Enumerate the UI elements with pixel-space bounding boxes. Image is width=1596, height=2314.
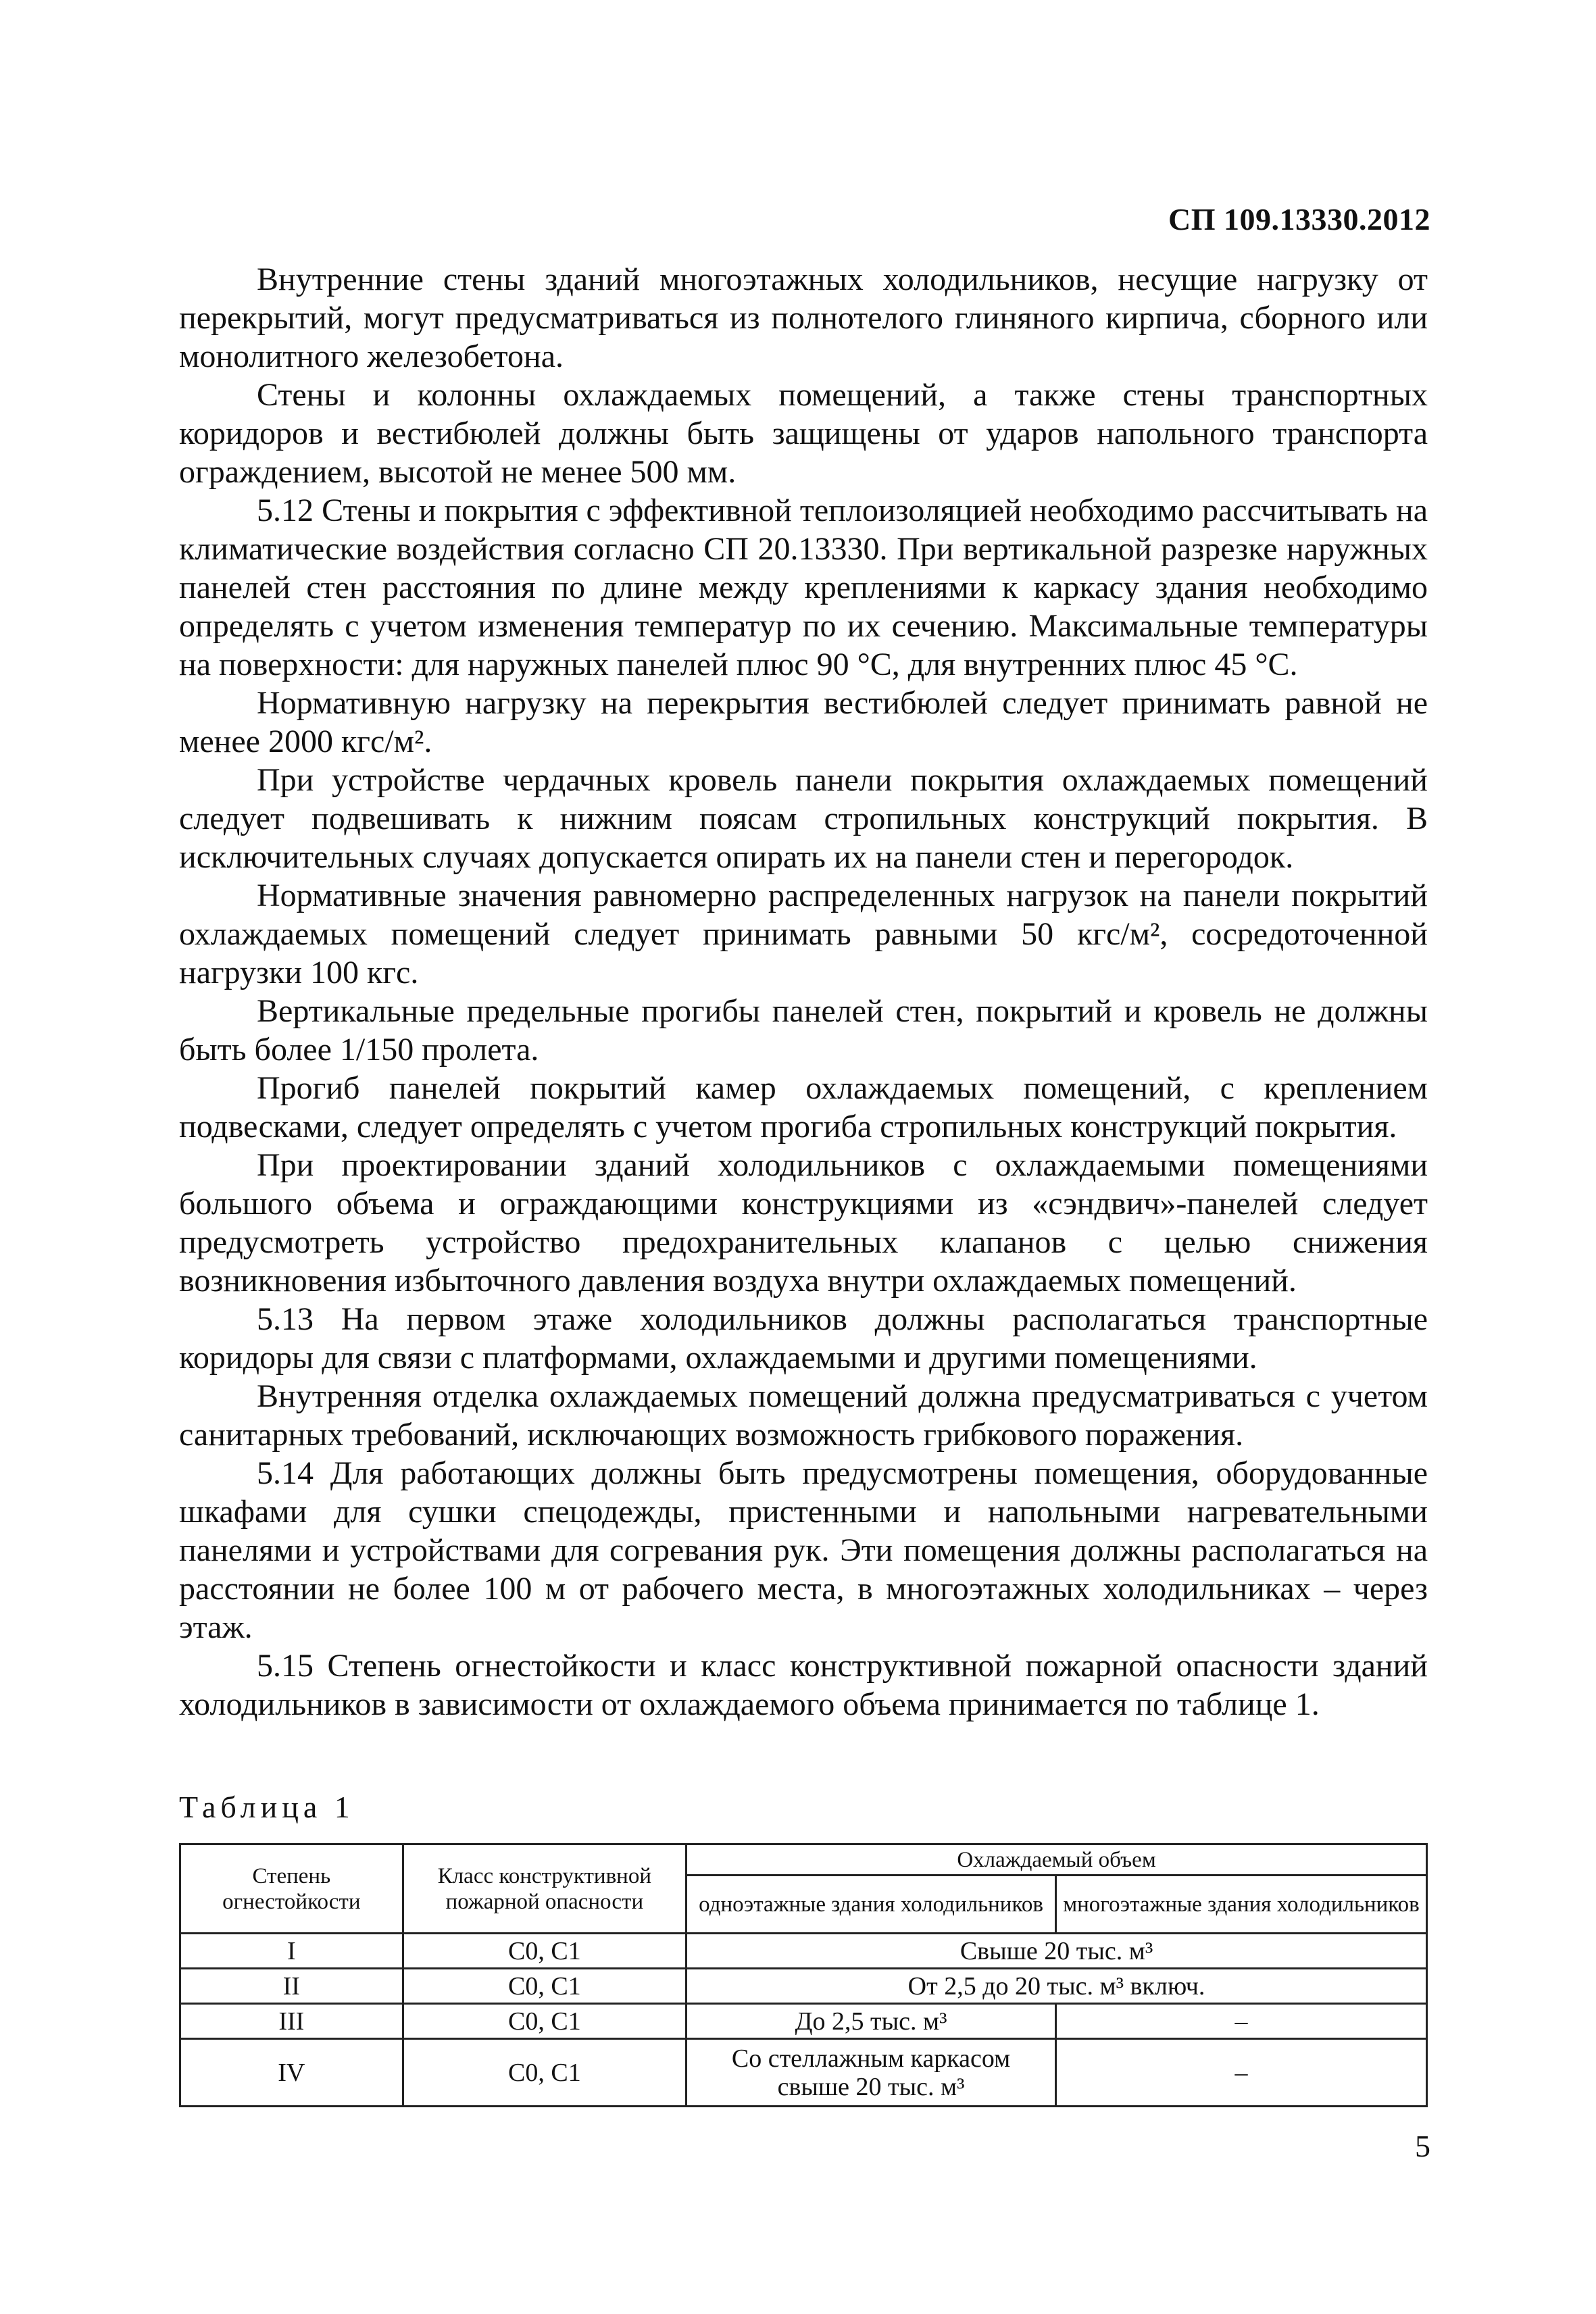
header-cooled-volume: Охлаждаемый объем	[687, 1844, 1427, 1876]
paragraph: Вертикальные предельные прогибы панелей стен, покрытий и кровель не должны быть более 1/150 пролета.	[179, 993, 1428, 1067]
cell-degree: II	[180, 1969, 403, 2004]
table-caption: Таблица 1	[179, 1790, 355, 1824]
paragraph: 5.13 На первом этаже холодильников должны располагаться транспортные коридоры для связи с платформами, охлаждаемыми и другими помещениями.	[179, 1301, 1428, 1376]
page-number: 5	[1415, 2129, 1430, 2163]
body-text	[179, 260, 1428, 1724]
paragraph: Нормативные значения равномерно распределенных нагрузок на панели покрытий охлаждаемых помещений следует принимать равными 50 кгс/м², сосредоточенной нагрузки 100 кгс.	[179, 878, 1428, 990]
paragraph: Прогиб панелей покрытий камер охлаждаемых помещений, с креплением подвесками, следует определять с учетом прогиба стропильных конструкций покрытия.	[179, 1070, 1428, 1145]
cell-volume-merged: От 2,5 до 20 тыс. м³ включ.	[687, 1969, 1427, 2004]
cell-class: С0, С1	[403, 2004, 686, 2039]
cell-multi-storey: –	[1056, 2004, 1427, 2039]
paragraph: 5.15 Степень огнестойкости и класс конструктивной пожарной опасности зданий холодильников в зависимости от охлаждаемого объема принимается по таблице 1.	[179, 1648, 1428, 1722]
paragraph: Нормативную нагрузку на перекрытия вестибюлей следует принимать равной не менее 2000 кгс/м².	[179, 685, 1428, 759]
paragraph: При проектировании зданий холодильников с охлаждаемыми помещениями большого объема и ограждающими конструкциями из «сэндвич»-панелей следует предусмотреть устройство предохранительных клапанов с целью снижения возникновения избыточного давления воздуха внутри охлаждаемых помещений.	[179, 1147, 1428, 1299]
cell-single-storey: Со стеллажным каркасом свыше 20 тыс. м³	[687, 2039, 1056, 2107]
table-row	[180, 1969, 1427, 2004]
cell-degree: I	[180, 1934, 403, 1969]
cell-volume-merged: Свыше 20 тыс. м³	[687, 1934, 1427, 1969]
header-multi-storey: многоэтажные здания холодильников	[1056, 1876, 1427, 1934]
cell-single-storey: До 2,5 тыс. м³	[687, 2004, 1056, 2039]
cell-class: С0, С1	[403, 1969, 686, 2004]
header-single-storey: одноэтажные здания холодильников	[687, 1876, 1056, 1934]
paragraph: При устройстве чердачных кровель панели покрытия охлаждаемых помещений следует подвешивать к нижним поясам стропильных конструкций покрытия. В исключительных случаях допускается опирать их на панели стен и перегородок.	[179, 762, 1428, 875]
cell-class: С0, С1	[403, 2039, 686, 2107]
document-code: СП 109.13330.2012	[1168, 202, 1430, 236]
fire-resistance-table	[179, 1843, 1428, 2107]
paragraph: Внутренние стены зданий многоэтажных холодильников, несущие нагрузку от перекрытий, могут предусматриваться из полнотелого глиняного кирпича, сборного или монолитного железобетона.	[179, 261, 1428, 374]
header-degree: Степень огнестойкости	[180, 1844, 403, 1934]
paragraph: 5.12 Стены и покрытия с эффективной теплоизоляцией необходимо рассчитывать на климатические воздействия согласно СП 20.13330. При вертикальной разрезке наружных панелей стен расстояния по длине между креплениями к каркасу здания необходимо определять с учетом изменения температур по их сечению. Максимальные температуры на поверхности: для наружных панелей плюс 90 °С, для внутренних плюс 45 °С.	[179, 493, 1428, 682]
cell-degree: IV	[180, 2039, 403, 2107]
paragraph: Стены и колонны охлаждаемых помещений, а также стены транспортных коридоров и вестибюлей должны быть защищены от ударов напольного транспорта ограждением, высотой не менее 500 мм.	[179, 377, 1428, 490]
cell-multi-storey: –	[1056, 2039, 1427, 2107]
cell-degree: III	[180, 2004, 403, 2039]
table-row	[180, 2004, 1427, 2039]
header-class: Класс конструктивной пожарной опасности	[403, 1844, 686, 1934]
paragraph: 5.14 Для работающих должны быть предусмотрены помещения, оборудованные шкафами для сушки спецодежды, пристенными и напольными нагревательными панелями и устройствами для согревания рук. Эти помещения должны располагаться на расстоянии не более 100 м от рабочего места, в многоэтажных холодильниках – через этаж.	[179, 1455, 1428, 1645]
table-row	[180, 1934, 1427, 1969]
paragraph: Внутренняя отделка охлаждаемых помещений должна предусматриваться с учетом санитарных требований, исключающих возможность грибкового поражения.	[179, 1378, 1428, 1453]
cell-class: С0, С1	[403, 1934, 686, 1969]
table-row	[180, 2039, 1427, 2107]
